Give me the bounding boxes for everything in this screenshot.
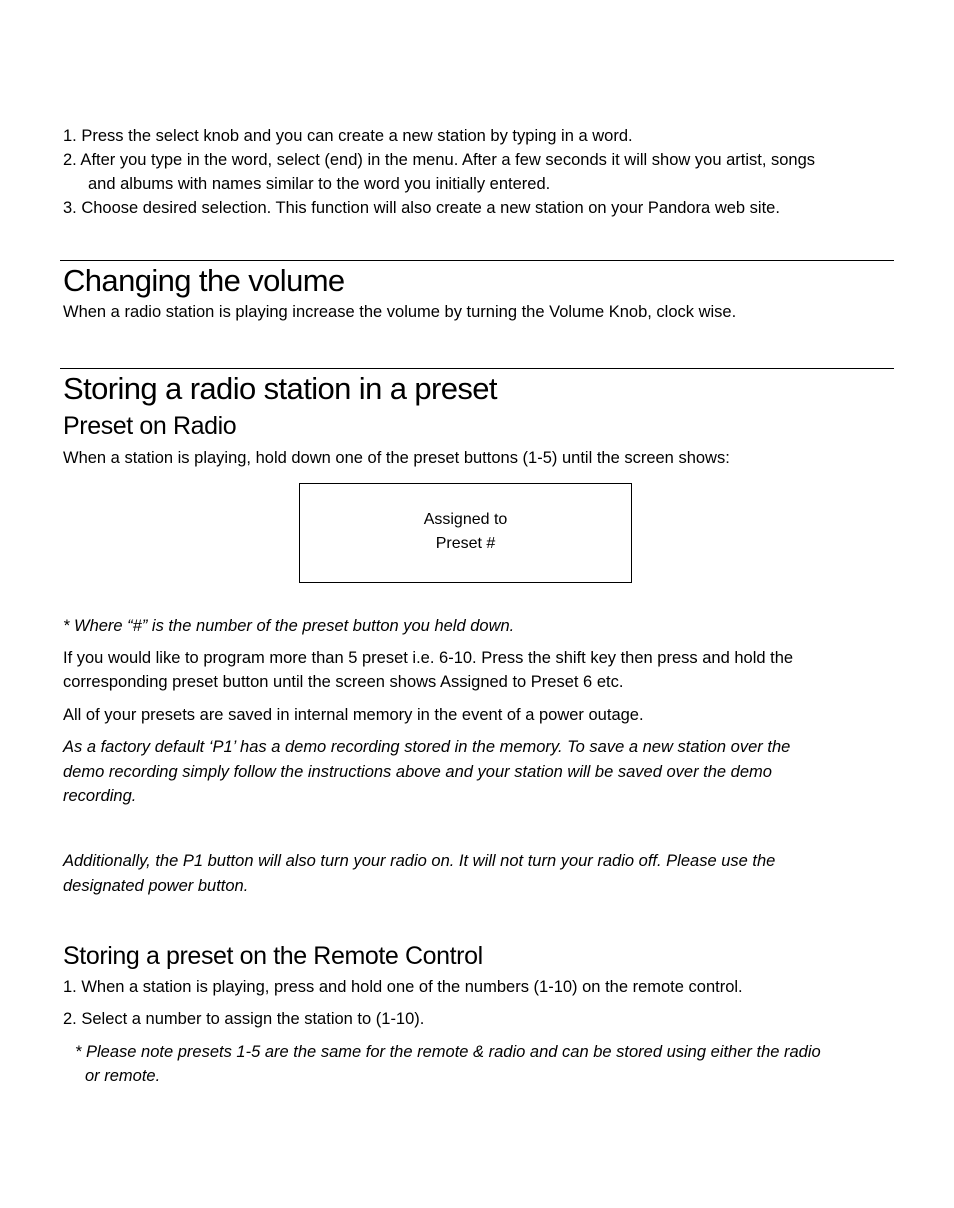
p1-power-line-2: designated power button.: [63, 877, 249, 895]
storing-heading: Storing a radio station in a preset: [63, 371, 497, 406]
memory-text: All of your presets are saved in internal memory in the event of a power outage.: [63, 706, 644, 724]
preset-instruction: When a station is playing, hold down one of the preset buttons (1-5) until the screen shows:: [63, 449, 730, 467]
p1-power-line-1: Additionally, the P1 button will also turn your radio on. It will not turn your radio off. Please use the: [63, 852, 776, 870]
remote-heading: Storing a preset on the Remote Control: [63, 942, 483, 970]
remote-step-2: 2. Select a number to assign the station to (1-10).: [63, 1010, 425, 1028]
intro-step-2-continued: and albums with names similar to the word you initially entered.: [88, 175, 551, 193]
screen-line-1: Assigned to: [423, 511, 508, 528]
intro-step-3: 3. Choose desired selection. This function will also create a new station on your Pandora web site.: [63, 199, 780, 217]
radio-screen-display: [299, 483, 632, 583]
intro-step-1: 1. Press the select knob and you can create a new station by typing in a word.: [63, 127, 633, 145]
section-divider: [60, 368, 894, 369]
factory-default-line-1: As a factory default ‘P1’ has a demo recording stored in the memory. To save a new station over the: [63, 738, 791, 756]
preset-on-radio-heading: Preset on Radio: [63, 412, 237, 440]
remote-step-1: 1. When a station is playing, press and hold one of the numbers (1-10) on the remote control.: [63, 978, 743, 996]
preset-note: * Where “#” is the number of the preset button you held down.: [63, 617, 515, 635]
remote-note-line-1: * Please note presets 1-5 are the same for the remote & radio and can be stored using either the radio: [75, 1043, 821, 1061]
factory-default-line-3: recording.: [63, 787, 137, 805]
factory-default-line-2: demo recording simply follow the instructions above and your station will be saved over the demo: [63, 763, 772, 781]
section-divider: [60, 260, 894, 261]
intro-step-2: 2. After you type in the word, select (end) in the menu. After a few seconds it will show you artist, songs: [63, 151, 816, 169]
volume-heading: Changing the volume: [63, 263, 345, 298]
volume-text: When a radio station is playing increase the volume by turning the Volume Knob, clock wise.: [63, 303, 737, 321]
remote-note-line-2: or remote.: [85, 1067, 161, 1085]
extended-presets-line-2: corresponding preset button until the screen shows Assigned to Preset 6 etc.: [63, 673, 624, 691]
screen-line-2: Preset #: [435, 535, 496, 552]
extended-presets-line-1: If you would like to program more than 5 preset i.e. 6-10. Press the shift key then press and hold the: [63, 649, 794, 667]
